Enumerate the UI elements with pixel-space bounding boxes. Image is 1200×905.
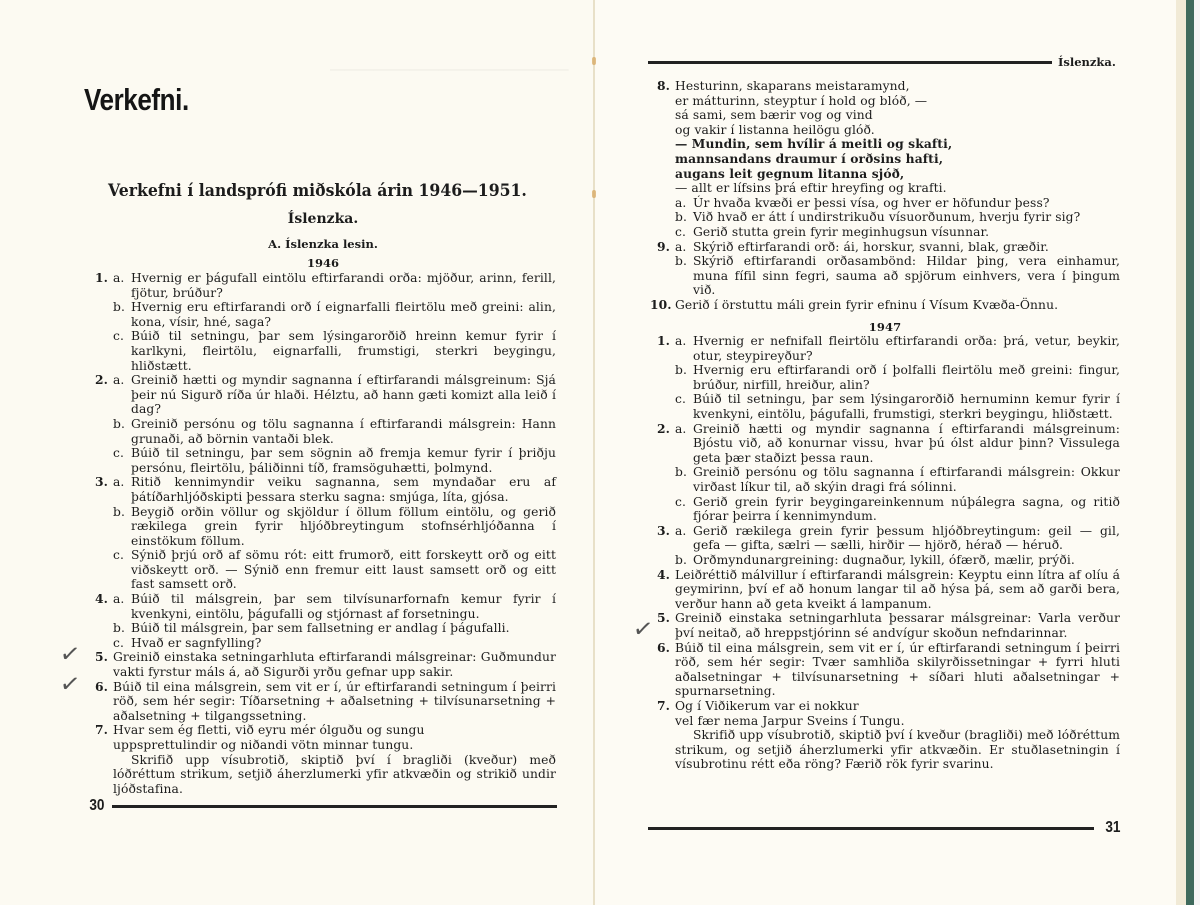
subpart-text: Gerið stutta grein fyrir meginhugsun vísunnar.: [693, 224, 990, 239]
subsection-heading: A. Íslenzka lesin.: [268, 237, 378, 251]
exercise-body: [675, 641, 1120, 699]
exercise-body: [675, 298, 1120, 313]
exercise-subpart: [675, 495, 1120, 524]
exercise-item: [88, 592, 556, 650]
subpart-text: Búið til málsgrein, þar sem tilvísunarfornafn kemur fyrir í kvenkyni, eintölu, þágufalli og stjórnast af forsetningu.: [131, 592, 556, 621]
exercise-number: 9.: [656, 238, 670, 254]
exercise-subpart: [113, 417, 556, 446]
subpart-letter: c.: [113, 446, 124, 461]
exercise-subpart: [675, 392, 1120, 421]
exercise-subpart: [113, 548, 556, 592]
exercise-subpart: [675, 524, 1120, 553]
subpart-text: Beygið orðin völlur og skjöldur í öllum föllum eintölu, og gerið rækilega grein fyrir hljóðbreytingum stofnsérhljóðanna í einstökum föllum.: [131, 504, 556, 548]
subpart-text: Orðmyndunargreining: dugnaður, lykill, ófærð, mælir, prýði.: [693, 553, 1075, 567]
exercise-subpart: [113, 373, 556, 417]
subpart-letter: a.: [675, 195, 687, 210]
subpart-text: Skýrið eftirfarandi orð: ái, horskur, svanni, blak, græðir.: [693, 239, 1049, 254]
exercise-body: [675, 422, 1120, 524]
subpart-text: Skýrið eftirfarandi orðasambönd: Hildar þing, vera einhamur, muna fífil sinn fegri, sauma að spjörum einhvers, vera í þingum við.: [693, 254, 1120, 298]
exercise-body: [675, 240, 1120, 298]
subpart-text: Hvernig er nefnifall fleirtölu eftirfarandi orða: þrá, vetur, beykir, otur, steypireyður?: [693, 334, 1120, 363]
subpart-text: Úr hvaða kvæði er þessi vísa, og hver er höfundur þess?: [693, 195, 1050, 210]
page-edge: [1176, 0, 1186, 905]
verse-line-bold: — Mundin, sem hvílir á meitli og skafti,: [675, 136, 953, 152]
subpart-letter: a.: [113, 592, 125, 607]
exercise-body: [675, 699, 1120, 772]
exercise-item: [650, 699, 1120, 772]
subpart-text: Gerið grein fyrir beygingareinkennum núþálegra sagna, og ritið fjórar þeirra í kennimyndum.: [693, 494, 1120, 524]
exercise-number: 1.: [656, 333, 670, 349]
verse-line: sá sami, sem bærir vog og vind: [675, 108, 873, 123]
subpart-letter: a.: [675, 421, 687, 436]
subpart-text: Hvað er sagnfylling?: [131, 635, 262, 650]
page-title: Verkefni.: [84, 82, 189, 117]
check-mark: ✓: [58, 668, 82, 700]
subpart-text: Búið til setningu, þar sem lýsingarorðið hreinn kemur fyrir í karlkyni, fleirtölu, eignarfalli, frumstigi, sterkri beygingu, hliðstætt.: [131, 329, 556, 373]
stain: [592, 57, 596, 65]
exercise-subpart: [113, 446, 556, 475]
footer-rule: [648, 827, 1094, 830]
check-mark: ✓: [58, 638, 82, 670]
show-through-text: ─────────────────────────────────: [330, 63, 569, 77]
exercise-text: Búið til eina málsgrein, sem vit er í, úr eftirfarandi setningum í þeirri röð, sem hér segir: Tíðarsetning + aðalsetning + tilvísunarsetning + aðalsetning + tilgangssetning.: [113, 679, 556, 723]
exercise-item: [88, 680, 556, 724]
exercise-body: [675, 334, 1120, 422]
subpart-letter: c.: [675, 392, 686, 407]
exercise-subpart: [675, 422, 1120, 466]
year-heading: 1947: [868, 319, 902, 334]
exercise-item: [650, 641, 1120, 699]
subpart-letter: a.: [675, 239, 687, 254]
exercise-subpart: [113, 592, 556, 621]
exercise-subpart: [675, 210, 1120, 225]
subpart-letter: b.: [113, 621, 125, 636]
page-number: 31: [1105, 819, 1121, 836]
subpart-text: Greinið persónu og tölu sagnanna í eftirfarandi málsgrein: Hann grunaði, að börnin vantaði blek.: [131, 416, 556, 446]
exercise-body: [113, 475, 556, 592]
subpart-letter: a.: [113, 475, 125, 490]
exercise-number: 6.: [656, 639, 670, 655]
exercise-subpart: [675, 240, 1120, 255]
background-edge: [1194, 0, 1200, 905]
subpart-text: Greinið persónu og tölu sagnanna í eftirfarandi málsgrein: Okkur virðast líkur til, að skýin dragi frá sólinni.: [693, 465, 1120, 495]
exercise-subpart: [113, 636, 556, 651]
exercise-body: [675, 79, 1120, 240]
subject-heading: Íslenzka.: [287, 211, 359, 227]
subpart-letter: a.: [113, 271, 125, 285]
subpart-text: Ritið kennimyndir veiku sagnanna, sem myndaðar eru af þátíðarhljóðskipti þessara sterku sagna: smjúga, líta, gjósa.: [131, 475, 556, 504]
exercise-item: [650, 568, 1120, 612]
exercise-item: [88, 475, 556, 592]
exercise-number: 6.: [94, 678, 108, 694]
subpart-text: Greinið hætti og myndir sagnanna í eftirfarandi málsgreinum: Bjóstu við, að konurnar vissu, hvar þú ólst aldur þinn? Vissulega geta þær staðizt þessa raun.: [693, 421, 1120, 465]
exercise-number: 3.: [94, 474, 108, 490]
exercise-subpart: [113, 505, 556, 549]
exercise-number: 3.: [656, 522, 670, 538]
subpart-text: Búið til setningu, þar sem lýsingarorðið hernuminn kemur fyrir í kvenkyni, eintölu, þágufalli, frumstigi, sterkri beygingu, hliðstætt.: [693, 392, 1120, 422]
exercise-instruction: Skrifið upp vísubrotið, skiptið því í bragliði (kveður) með lóðréttum strikum, setjið áherzlumerki yfir atkvæðin og strikið undir ljóðstafina.: [113, 752, 556, 796]
exercise-subpart: [113, 475, 556, 504]
verse: [675, 79, 1120, 196]
exercise-body: [113, 723, 556, 796]
page-footer-right: [648, 819, 1122, 837]
exercise-number: 4.: [94, 591, 108, 607]
exercise-text: Greinið einstaka setningarhluta eftirfarandi málsgreinar: Guðmundur vakti fyrstur máls á, að Sigurði yrðu gefnar upp sakir.: [113, 650, 556, 680]
exercise-item: [650, 79, 1120, 240]
running-header-label: Íslenzka.: [1058, 55, 1116, 69]
subpart-letter: c.: [113, 635, 124, 650]
verse: [113, 723, 556, 752]
show-through-text: [1130, 150, 1134, 166]
exercise-body: [113, 271, 556, 373]
exercise-number: 5.: [656, 610, 670, 626]
exercise-number: 7.: [94, 722, 108, 738]
subpart-letter: b.: [113, 416, 125, 431]
exercise-item: [650, 611, 1120, 640]
exercise-item: [88, 271, 556, 373]
verse-line: uppsprettulindir og niðandi vötn minnar tungu.: [113, 738, 414, 752]
right-page-exercises: [650, 79, 1120, 772]
subpart-text: Búið til setningu, þar sem sögnin að fremja kemur fyrir í þriðju persónu, fleirtölu, þáliðinni tíð, framsöguhætti, þolmynd.: [131, 446, 556, 475]
exercise-subpart: [675, 196, 1120, 211]
verse-line: vel fær nema Jarpur Sveins í Tungu.: [675, 713, 905, 728]
exercise-number: 8.: [656, 78, 670, 93]
exercise-item: [88, 723, 556, 796]
exercise-text: Gerið í örstuttu máli grein fyrir efninu í Vísum Kvæða-Önnu.: [675, 297, 1059, 312]
subpart-text: Hvernig eru eftirfarandi orð í eignarfalli fleirtölu með greini: alin, kona, vísir, hné, saga?: [131, 300, 556, 329]
exercise-subpart: [675, 254, 1120, 298]
exercise-text: Greinið einstaka setningarhluta þessarar málsgreinar: Varla verður því neitað, að hreppstjórinn sé andvígur skoðun nefndarinnar.: [675, 611, 1120, 640]
exercise-number: 2.: [656, 420, 670, 436]
subpart-text: Við hvað er átt í undirstrikuðu vísuorðunum, hverju fyrir sig?: [693, 210, 1081, 225]
exercise-subpart: [675, 334, 1120, 363]
exercise-text: Búið til eina málsgrein, sem vit er í, úr eftirfarandi setningum í þeirri röð, sem hér segir: Tvær samhliða skilyrðissetningar + fyrri hluti aðalsetningar + tilvísunarsetning + síðari hluti aðalsetningar + spurnarsetning.: [675, 640, 1120, 699]
verse-line-bold: augans leit gegnum litanna sjóð,: [675, 165, 905, 181]
exercise-item: [650, 298, 1120, 313]
exercise-number: 1.: [94, 270, 108, 285]
footer-rule: [112, 805, 557, 808]
exercise-subpart: [113, 621, 556, 636]
exercise-item: [650, 524, 1120, 568]
header-rule: [648, 61, 1052, 64]
year-heading: 1946: [306, 256, 339, 270]
exercise-item: [650, 422, 1120, 524]
subpart-text: Hvernig er þágufall eintölu eftirfarandi orða: mjöður, arinn, ferill, fjötur, brúður?: [131, 271, 556, 300]
exercise-subpart: [675, 363, 1120, 392]
subpart-text: Hvernig eru eftirfarandi orð í þolfalli fleirtölu með greini: fingur, brúður, nirfill, hreiður, alin?: [693, 363, 1120, 392]
section-title: Verkefni í landsprófi miðskóla árin 1946—1951.: [108, 181, 527, 200]
verse: [675, 699, 1120, 728]
page-number: 30: [89, 797, 105, 814]
subpart-letter: b.: [675, 553, 687, 567]
exercise-number: 7.: [656, 697, 670, 713]
exercise-number: 5.: [94, 649, 108, 665]
book-cover-edge: [1186, 0, 1194, 905]
subpart-text: Gerið rækilega grein fyrir þessum hljóðbreytingum: geil — gil, gefa — gifta, sælri — sælli, hirðir — hjörð, hérað — héruð.: [693, 523, 1120, 553]
exercise-item: [88, 373, 556, 475]
subpart-letter: b.: [675, 465, 687, 480]
verse-line: er mátturinn, steyptur í hold og blóð, —: [675, 93, 928, 108]
subpart-letter: a.: [675, 523, 687, 538]
exercise-subpart: [113, 300, 556, 329]
exercise-instruction: Skrifið upp vísubrotið, skiptið því í kveður (bragliði) með lóðréttum strikum, og setjið áherzlumerki yfir atkvæðin. Er stuðlasetningin í vísubrotinu rétt eða röng? Færið rök fyrir svarinu.: [675, 728, 1120, 772]
verse-line: — allt er lífsins þrá eftir hreyfing og krafti.: [675, 181, 947, 196]
exercise-item: [650, 240, 1120, 298]
subpart-letter: b.: [675, 254, 687, 269]
subpart-letter: b.: [113, 300, 125, 315]
subpart-letter: c.: [675, 494, 686, 509]
exercise-body: [113, 373, 556, 475]
verse-line: og vakir í listanna heilögu glóð.: [675, 122, 875, 137]
exercise-subpart: [675, 553, 1120, 568]
subpart-text: Greinið hætti og myndir sagnanna í eftirfarandi málsgreinum: Sjá þeir nú Sigurð ríða úr hlaði. Hélztu, að hann gæti komizt alla leið í dag?: [131, 373, 556, 417]
subpart-text: Sýnið þrjú orð af sömu rót: eitt frumorð, eitt forskeytt orð og eitt viðskeytt orð. — Sýnið enn fremur eitt laust samsett orð og eitt fast samsett orð.: [131, 548, 556, 592]
exercise-number: 10.: [650, 296, 672, 312]
verse-line-bold: mannsandans draumur í orðsins hafti,: [675, 150, 944, 166]
subpart-letter: b.: [675, 210, 687, 225]
verse-line: Hesturinn, skaparans meistaramynd,: [675, 79, 910, 93]
exercise-number: 4.: [656, 566, 670, 582]
exercise-subpart: [675, 465, 1120, 494]
left-page-exercises: [88, 271, 556, 796]
page-footer-left: [88, 797, 557, 815]
subpart-letter: b.: [113, 504, 125, 519]
exercise-body: [113, 592, 556, 650]
exercise-body: [675, 568, 1120, 612]
exercise-body: [675, 611, 1120, 640]
exercise-body: [113, 680, 556, 724]
exercise-subpart: [675, 225, 1120, 240]
subpart-letter: c.: [113, 548, 124, 563]
subpart-letter: a.: [675, 334, 687, 349]
exercise-item: [650, 334, 1120, 422]
subpart-letter: c.: [113, 329, 124, 344]
subpart-text: Búið til málsgrein, þar sem fallsetning er andlag í þágufalli.: [131, 621, 510, 636]
exercise-item: [88, 650, 556, 679]
exercise-number: 2.: [94, 372, 108, 388]
running-header: [648, 55, 1116, 69]
exercise-subpart: [113, 329, 556, 373]
exercise-subpart: [113, 271, 556, 300]
subpart-letter: a.: [113, 373, 125, 388]
exercise-body: [675, 524, 1120, 568]
verse-line: Og í Viðikerum var ei nokkur: [675, 698, 859, 713]
gutter: [593, 0, 595, 905]
stain: [592, 190, 596, 198]
subpart-letter: b.: [675, 363, 687, 378]
exercise-body: [113, 650, 556, 679]
check-mark: ✓: [631, 613, 655, 645]
subpart-letter: c.: [675, 224, 686, 239]
exercise-text: Leiðréttið málvillur í eftirfarandi málsgrein: Keyptu einn lítra af olíu á geymirinn, því ef að honum langar til að hýsa þá, sem að garði bera, verður hann að geta kveikt á lampanum.: [675, 567, 1120, 611]
verse-line: Hvar sem ég fletti, við eyru mér ólguðu og sungu: [113, 723, 425, 738]
